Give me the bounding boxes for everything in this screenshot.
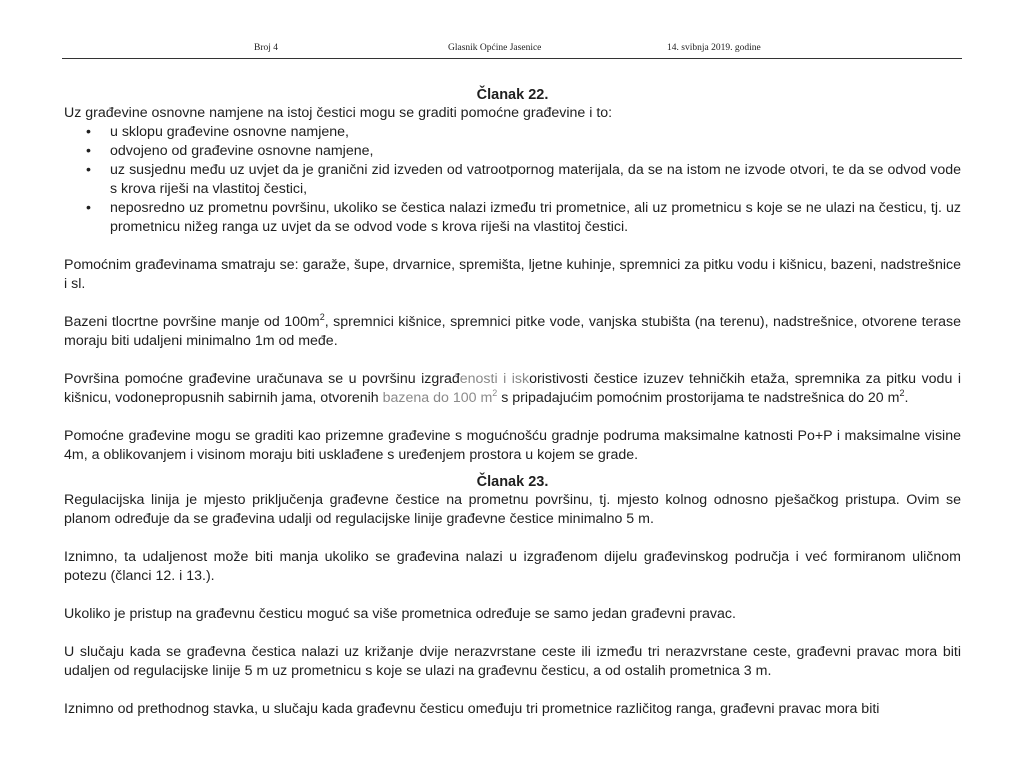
article-22-paragraph-3: Površina pomoćne građevine uračunava se u površinu izgrađenosti i iskoristivosti čestice izuzev tehničkih etaža, spremnika za pitku vodu i kišnicu, vodonepropusnih sabirnih jama, otvorenih bazena do 100 $m^2$ s pripadajućim pomoćnim prostorijama te nadstrešnica do 20 $m^2$. [64, 371, 961, 406]
article-23-paragraph-5: Iznimno od prethodnog stavka, u slučaju kada građevnu česticu omeđuju tri prometnice različitog ranga, građevni pravac mora biti [64, 701, 880, 717]
article-22-title: Članak 22. [476, 87, 549, 103]
list-item: • u sklopu građevine osnovne namjene, [64, 123, 961, 142]
article-22-paragraph-1: Pomoćnim građevinama smatraju se: garaže, šupe, drvarnice, spremišta, ljetne kuhinje, spremnici za pitku vodu i kišnicu, bazeni, nadstrešnice i sl. [64, 257, 961, 292]
article-23-paragraph-1: Regulacijska linija je mjesto priključenja građevne čestice na prometnu površinu, tj. mjesto kolnog odnosno pješačkog pristupa. Ovim se planom određuje da se građevina udalji od regulacijske linije građevne čestice minimalno 5 m. [64, 492, 961, 527]
article-22-list [64, 123, 961, 237]
header-publication: Glasnik Općine Jasenice [448, 43, 542, 53]
list-item: • uz susjednu među uz uvjet da je granični zid izveden od vatrootpornog materijala, da se na istom ne izvode otvori, te da se odvod vode s krova riješi na vlastitoj čestici, [64, 161, 961, 199]
article-23-paragraph-2: Iznimno, ta udaljenost može biti manja ukoliko se građevina nalazi u izgrađenom dijelu građevinskog područja i već formiranom uličnom potezu (članci 12. i 13.). [64, 549, 961, 584]
article-23-paragraph-4: U slučaju kada se građevna čestica nalazi uz križanje dvije nerazvrstane ceste ili između tri nerazvrstane ceste, građevni pravac mora biti udaljen od regulacijske linije 5 m uz prometnicu s koje se ulazi na građevnu česticu, a od ostalih prometnica 3 m. [64, 644, 961, 679]
page-header [62, 40, 962, 59]
header-issue: Broj 4 [254, 43, 279, 53]
article-22-intro: Uz građevine osnovne namjene na istoj čestici mogu se graditi pomoćne građevine i to: [64, 105, 613, 121]
header-date: 14. svibnja 2019. godine [667, 43, 761, 53]
article-23-title: Članak 23. [476, 474, 549, 490]
article-22-paragraph-4: Pomoćne građevine mogu se graditi kao prizemne građevine s mogućnošću gradnje podruma maksimalne katnosti Po+P i maksimalne visine 4m, a oblikovanjem i visinom moraju biti usklađene s uređenjem prostora u kojem se grade. [64, 428, 961, 463]
list-item: • neposredno uz prometnu površinu, ukoliko se čestica nalazi između tri prometnice, ali uz prometnicu s koje se ne ulazi na česticu, tj. uz prometnicu nižeg ranga uz uvjet da se odvod vode s krova riješi na vlastitoj čestici. [64, 199, 961, 237]
list-item: • odvojeno od građevine osnovne namjene, [64, 142, 961, 161]
article-22-paragraph-2: Bazeni tlocrtne površine manje od $100m^2$, spremnici kišnice, spremnici pitke vode, vanjska stubišta (na terenu), nadstrešnice, otvorene terase moraju biti udaljeni minimalno 1m od međe. [64, 312, 961, 349]
article-23-paragraph-3: Ukoliko je pristup na građevnu česticu moguć sa više prometnica određuje se samo jedan građevni pravac. [64, 606, 736, 622]
document-body [64, 86, 961, 719]
